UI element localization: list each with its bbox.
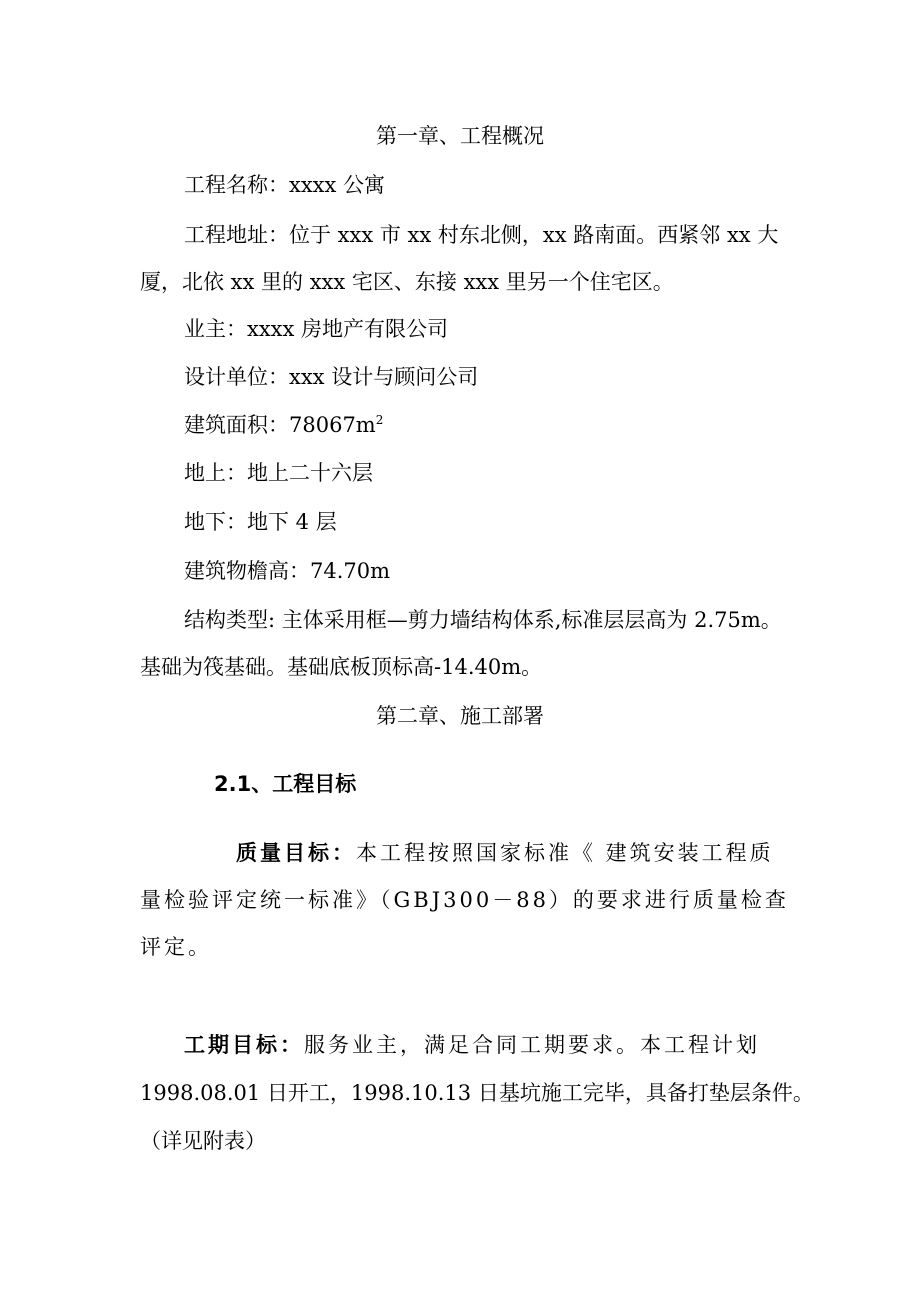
building-area-text: 建筑面积：78067m (184, 413, 376, 437)
designer-line: 设计单位：xxx 设计与顾问公司 (184, 365, 479, 389)
structure-line1: 结构类型: 主体采用框—剪力墙结构体系,标准层层高为 2.75m。 (184, 608, 782, 632)
section-2-1-title: 2.1、工程目标 (214, 772, 357, 796)
structure-line2: 基础为筏基础。基础底板顶标高-14.40m。 (140, 655, 543, 679)
quality-goal-line3: 评定。 (140, 935, 212, 959)
schedule-goal-text1: 服务业主，满足合同工期要求。本工程计划 (304, 1033, 760, 1057)
schedule-goal-line2: 1998.08.01 日开工，1998.10.13 日基坑施工完毕，具备打垫层条件。 (140, 1081, 814, 1105)
schedule-goal-label: 工期目标： (184, 1032, 304, 1057)
schedule-goal-line3: （详见附表） (140, 1129, 266, 1153)
below-ground-line: 地下：地下 4 层 (184, 510, 337, 534)
eave-height-line: 建筑物檐高：74.70m (184, 559, 391, 583)
above-ground-line: 地上：地上二十六层 (184, 461, 373, 485)
building-area-unit-sup: 2 (375, 413, 384, 427)
owner-line: 业主：xxxx 房地产有限公司 (184, 317, 449, 341)
project-name-label: 工程名称： (184, 173, 289, 197)
quality-goal-text1: 本工程按照国家标准《 建筑安装工程质 (356, 841, 774, 865)
quality-goal-label: 质量目标： (236, 840, 356, 865)
project-address-line1: 工程地址：位于 xxx 市 xx 村东北侧，xx 路南面。西紧邻 xx 大 (184, 223, 779, 247)
project-name-value: xxxx 公寓 (289, 173, 386, 197)
schedule-goal-line1 (184, 1031, 760, 1059)
project-address-line2: 厦，北依 xx 里的 xxx 宅区、东接 xxx 里另一个住宅区。 (140, 270, 674, 294)
project-name-line (184, 171, 385, 199)
building-area-line (184, 411, 383, 439)
chapter2-title: 第二章、施工部署 (376, 704, 544, 728)
quality-goal-line2: 量检验评定统一标准》（GBJ300－88）的要求进行质量检查 (140, 888, 789, 912)
quality-goal-line1 (236, 839, 774, 867)
chapter1-title: 第一章、工程概况 (376, 124, 544, 148)
